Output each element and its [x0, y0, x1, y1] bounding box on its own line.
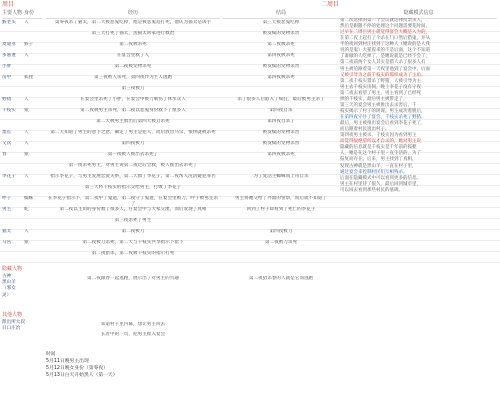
- cell-experience: 第二天被男主救出后第四天被刀杀死: [96, 119, 170, 124]
- cell-result: 被发疯的宠物杀害: [262, 141, 300, 146]
- timeline-title: 时间: [46, 352, 56, 357]
- hidden-info-line: 发现古神就是黑山羊，一直在村子里，: [340, 163, 417, 169]
- hidden-info-line: 隐藏的信息就是千枝实是千年前的狐狸: [340, 145, 417, 151]
- hidden-info-line: 第四夜男主被杀，千枝实因为看到男主: [340, 133, 417, 139]
- cell-experience: 第二夜被男主杀死，第二夜以恶鬼身份救下了很多人: [80, 108, 186, 113]
- cell-experience: 第零夜杀了猫太，第二天被恶鬼吃掉，他是被恶鬼追打死，他认为猫太是凶手: [54, 20, 212, 25]
- cell-name: 又次: [2, 141, 12, 146]
- cell-result: 第四夜被杀死: [267, 75, 295, 80]
- cell-result: 杀了很多人后陷入了疯狂，最后被男主杀了: [237, 97, 325, 102]
- cell-experience: 指示李花子，与男主发展恋爱关系，第二天救了李花子，第二夜帮人洗清疑犯罪名: [50, 174, 216, 179]
- hidden-info-line: 过早在二周目男主就觉得宴会大概是入为的，: [340, 30, 430, 36]
- cell-identity: 人: [24, 141, 29, 146]
- cell-result: 第四夜被杀死: [267, 53, 295, 58]
- cell-name: 李花子: [2, 174, 16, 179]
- cell-experience: 第二夜被宠物杀死: [114, 64, 152, 69]
- hidden-info-line: 然后是跟随不停的处理这个问题需要花时间，: [340, 24, 430, 30]
- hidden-char: （邪女: [2, 286, 16, 292]
- cell-identity: 猿: [24, 108, 29, 113]
- cell-identity: 狐狸: [24, 75, 34, 80]
- cell-identity: 人: [24, 229, 29, 234]
- cell-result: 男主将她交给了外面的警察，而后就不知道了: [235, 196, 327, 201]
- cell-name: 墨长: [2, 130, 12, 135]
- cell-result: 回到了村子却看到了死亡的李花子: [246, 207, 316, 212]
- hidden-info-line: 通过宴会来控制村民们互相残杀。: [340, 169, 408, 175]
- section-hidden: 隐藏人物: [2, 266, 23, 272]
- col-result: 结局: [222, 9, 340, 19]
- cell-experience: 第三天将千枝实的指示交给男主，打败了李花子: [84, 185, 182, 190]
- cell-experience: 第二夜被刀: [121, 229, 145, 234]
- hidden-info-line: 后面在隐藏模式中可以看到更多的信息。: [340, 175, 421, 181]
- cell-experience: 第二夜猎杀，第二夜被千枝实的指示打死: [91, 251, 175, 256]
- col-name: 主要人物: [2, 9, 24, 19]
- other-exp-2: 长者中的一员，把男主推入宴会: [100, 332, 166, 337]
- cell-experience: 第三夜被人杀死，第四夜作为主人逃跑: [93, 75, 173, 80]
- cell-identity: 猿: [24, 240, 29, 245]
- timeline-item: 5月13日白天开始黑人（第一天）: [46, 372, 118, 378]
- cell-experience: 第四夜被刀: [121, 141, 145, 146]
- cell-name: 男主: [2, 207, 12, 212]
- cell-result: 被发疯的宠物杀害: [262, 64, 300, 69]
- hidden-info-line: 男主被迫跟着第一天夜里他到了宴会中，后面: [340, 66, 430, 72]
- col-hidden: 隐藏模式信息: [340, 9, 497, 19]
- cell-name: 野猪: [2, 97, 12, 102]
- cell-experience: 第二天知道了男主的意下之意，确定了男主是犯人，而后放出马宗，很快就被杀死: [50, 130, 216, 135]
- col-experience: 经历: [46, 9, 220, 19]
- cell-identity: 蜘蛛: [24, 196, 34, 201]
- cell-experience: 第三天打死了猫太，送猫太回家进行救治: [91, 31, 175, 36]
- cell-name: 春: [2, 152, 7, 157]
- cell-result: 第四夜自杀了: [267, 119, 295, 124]
- cell-identity: 猴子: [24, 42, 34, 47]
- hidden-info-line: 在第二夜上起打了个杀在门口然后猎鬼，并从: [340, 36, 430, 42]
- cell-experience: 第三夜杀死了男主: [114, 218, 152, 223]
- cell-experience: 第一夜被人推出去杀死了: [107, 152, 159, 157]
- cell-name: 呼子: [2, 196, 12, 201]
- hidden-info-line: 而后跟着村民逃出村子。: [340, 127, 390, 133]
- cell-result: 被发疯的宠物杀害: [262, 31, 300, 36]
- hidden-info-line: 半的夜回到村庄找到了这种人（她说的是人我: [340, 42, 430, 48]
- cell-name: 猴老头: [2, 20, 16, 25]
- week1-header: 周目: [2, 1, 15, 8]
- hidden-res-1: 第二夜猎杀春的人就是它而逃跑: [248, 276, 314, 281]
- hidden-info-line: 人，她是在这个村子里一直生活的，为了: [340, 151, 421, 157]
- cell-result: 第四夜被刀: [269, 229, 293, 234]
- hidden-info-line: 男主在村里待了很久，最后回到城市里，: [340, 181, 421, 187]
- cell-identity: 蛇: [24, 207, 29, 212]
- hidden-info-line: 第二夜前两个女人其实是猎人杀了很多人有: [340, 60, 426, 66]
- hidden-info-line: 第二次选择的第一个会议就选择投票杀人，: [340, 18, 426, 23]
- cell-result: 第二夜被杀死: [267, 42, 295, 47]
- hidden-info-line: 枝实揭示了村子的阴谋。男主成功逃脱后，: [340, 108, 426, 114]
- cell-experience: 第三夜被刀: [121, 86, 145, 91]
- hidden-info-line: 说的是鬼）大猩猩来的不是后面，这个不知道: [340, 48, 430, 54]
- hidden-exp-1: 第二夜跟春一起逃跑，展示出了对男主的兴趣: [87, 276, 179, 281]
- cell-identity: 人: [24, 174, 29, 179]
- hidden-info-line: 最后，男主被推出宴会后看到李花子死了，: [340, 121, 426, 127]
- cell-name: 猫太: [2, 229, 12, 234]
- hidden-info-line: 了谁做的人吃掉了，是她说就是已经不会了，: [340, 54, 430, 60]
- cell-name: 苗中: [2, 75, 12, 80]
- cell-result: 为了复活主蜘蛛而上吊自杀: [253, 174, 309, 179]
- hidden-char: 黑山羊: [2, 280, 16, 286]
- cell-result: 被发疯的宠物杀害: [262, 130, 300, 135]
- other-characters: [2, 320, 40, 332]
- cell-identity: 人: [24, 130, 29, 135]
- cell-experience: 第一夜杀死男主，对男主说第二夜过后会救，被人推出去杀死了: [68, 163, 198, 168]
- other-char: 日口庄治: [2, 326, 21, 332]
- week2-header: 二周目: [320, 1, 339, 8]
- cell-result: 第四夜自杀: [269, 108, 293, 113]
- timeline: [46, 352, 118, 380]
- cell-experience: 第二夜以主角的身份救了很多人，在宴会中与大家交流，而后发现了真相: [59, 207, 207, 212]
- cell-identity: 人: [24, 20, 29, 25]
- hidden-info-line: 可以回去看到那些村民的墓碑。: [340, 187, 403, 193]
- cell-name: 马宫: [2, 240, 12, 245]
- hidden-characters: [2, 274, 40, 299]
- hidden-info-line: 第三天的宴会男主被推出去杀害后，千: [340, 102, 417, 108]
- timeline-item: 5月12日晚女身份（第零夜）: [46, 365, 108, 371]
- cell-name: 多嘉妻: [2, 53, 16, 58]
- hidden-info-line: 第二夜去看望了男主，男主看到了已经死: [340, 90, 421, 96]
- cell-identity: 人: [24, 97, 29, 102]
- cell-experience: 第二夜被杀死: [119, 42, 147, 47]
- other-char: 派出所大叔: [2, 320, 25, 325]
- cell-name: 麦迪亚: [2, 42, 16, 47]
- timeline-item: 5月11日晚男主出现: [46, 358, 89, 364]
- hidden-info-line: 在第四夜守住了宴会，千枝实杀死了野猪。: [340, 115, 426, 120]
- cell-identity: 猿: [24, 152, 29, 157]
- hidden-info-line: 而觉得很绝望所以才自杀的，她对男主说: [340, 139, 421, 145]
- section-other: 其他人物: [2, 312, 23, 318]
- cell-experience: 在宴会里救了人: [116, 53, 150, 58]
- cell-identity: 人: [24, 53, 29, 58]
- hidden-info-line: 第二夜千枝实猎杀了野猪，人被引导为主: [340, 78, 421, 84]
- hidden-info-line: 报复而存在。后来，男主找到了真相，: [340, 157, 417, 163]
- hidden-char: 古神: [2, 274, 12, 279]
- cell-name: 千枝实: [2, 108, 16, 113]
- hidden-char: 灵）: [2, 292, 12, 298]
- cell-experience: 在宴会里杀死了小胖，在宴会中被刀刺伤了休水众人: [80, 97, 186, 102]
- cell-experience: 在李花子指示下，第二夜中了鬼遣，第二夜守了鬼遣，在宴会里被刀，呼子被男主杀了: [48, 196, 218, 207]
- hidden-info-line: 又被引导为之前千枝实的那样成为了主角。: [340, 72, 426, 78]
- hidden-info-line: 掉的千枝实，最后男主被带走了。: [340, 96, 408, 102]
- cell-result: 第二夜被刀杀死: [264, 240, 298, 245]
- other-exp-1: 知道村子里内幕，想让男主回去: [100, 322, 166, 327]
- col-identity: 身份: [24, 9, 42, 19]
- hidden-info-line: 男主去千枝实房间，晚上李花子没有守夜: [340, 84, 421, 90]
- hidden-info-text: [340, 18, 497, 323]
- cell-name: 小胖: [2, 64, 12, 69]
- cell-result: 第四夜被杀死: [267, 152, 295, 157]
- cell-experience: 第二夜被刀杀死，第二天与千枝实共享指示下留下: [82, 240, 184, 245]
- cell-result: 第三天被恶鬼吃掉: [262, 20, 300, 25]
